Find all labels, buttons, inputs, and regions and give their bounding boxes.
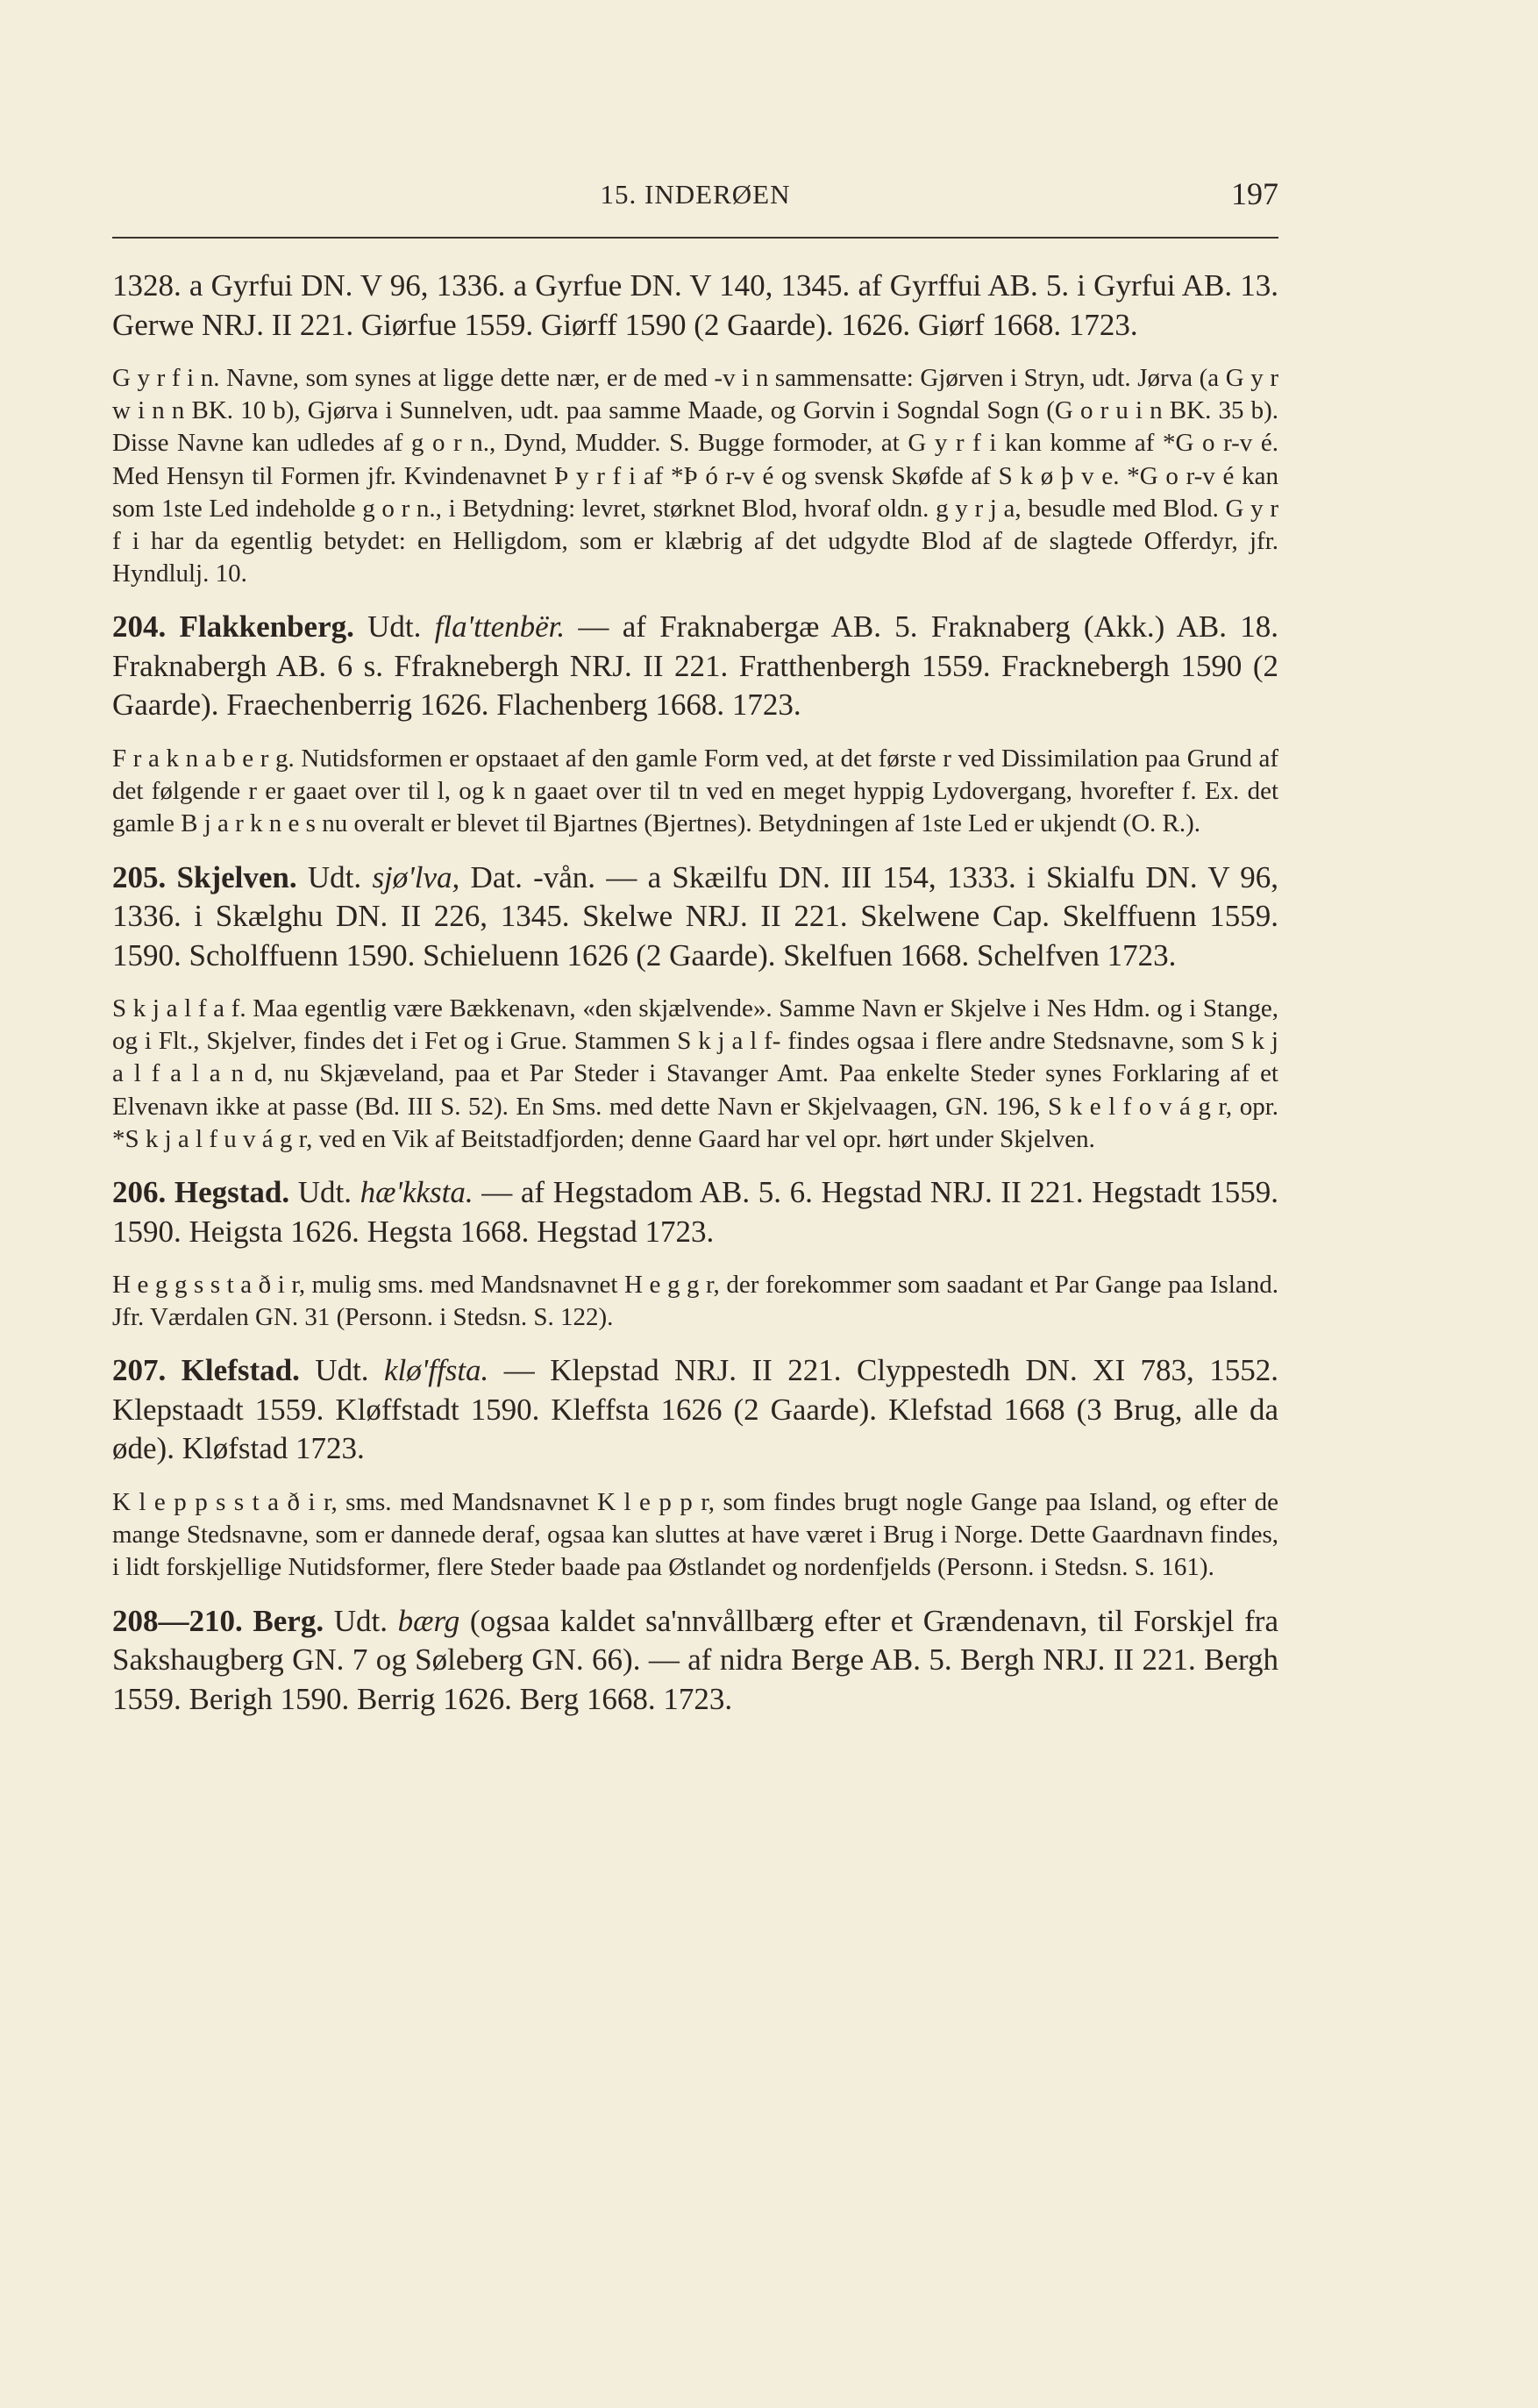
entry-head: 206. Hegstad. (112, 1175, 290, 1210)
entry-head: 204. Flakkenberg. (112, 609, 354, 645)
entry-206-note: H e g g s s t a ð i r, mulig sms. med Mandsnavnet H e g g r, der forekommer som saadant et Par Gange paa Island. Jfr. Værdalen GN. 31 (Personn. i Stedsn. S. 122). (112, 1271, 1278, 1332)
entry-207-note: K l e p p s s t a ð i r, sms. med Mandsnavnet K l e p p r, som findes brugt nogle Gange paa Island, og efter de mange Stedsnavne, som er dannede deraf, ogsaa kan sluttes at have været i Brug i Norge. Dette Gaardnavn findes, i lidt forskjellige Nutidsformer, flere Steder baade paa Østlandet og nordenfjelds (Personn. i Stedsn. S. 161). (112, 1487, 1278, 1582)
entry-head: 205. Skjelven. (112, 859, 297, 894)
entry-208-210: 208—210. Berg. Udt. bærg (ogsaa kaldet sa'nnvållbærg efter et Grændenavn, til Forskjel fra Sakshaugberg GN. 7 og Søleberg GN. 66). — af nidra Berge AB. 5. Bergh NRJ. II 221. Bergh 1559. Berigh 1590. Berrig 1626. Berg 1668. 1723. (112, 1603, 1278, 1716)
document-page (112, 175, 1278, 1719)
entry-205-note: S k j a l f a f. Maa egentlig være Bækkenavn, «den skjælvende». Samme Navn er Skjelve i Nes Hdm. og i Stange, og i Flt., Skjelver, findes det i Fet og i Grue. Stammen S k j a l f- findes ogsaa i flere andre Stedsnavne, som S k j a l f a l a n d, nu Skjæveland, paa et Par Steder i Stavanger Amt. Paa enkelte Steder synes Forklaring af et Elvenavn ikke at passe (Bd. III S. 52). En Sms. med dette Navn er Skjelvaagen, GN. 196, S k e l f o v á g r, opr. *S k j a l f u v á g r, ved en Vik af Beitstadfjorden; denne Gaard har vel opr. hørt under Skjelven. (112, 994, 1278, 1153)
chapter-title: 15. INDERØEN (600, 179, 791, 210)
page-number: 197 (1231, 176, 1278, 211)
paragraph-2: G y r f i n. Navne, som synes at ligge dette nær, er de med -v i n sammensatte: Gjørven i Stryn, udt. Jørva (a G y r w i n n BK. 10 b), Gjørva i Sunnelven, udt. paa samme Maade, og Gorvin i Sogndal Sogn (G o r u i n BK. 35 b). Disse Navne kan udledes af g o r n., Dynd, Mudder. S. Bugge formoder, at G y r f i kan komme af *G o r-v é. Med Hensyn til Formen jfr. Kvindenavnet Þ y r f i af *Þ ó r-v é og svensk Skøfde af S k ø þ v e. *G o r-v é kan som 1ste Led indeholde g o r n., i Betydning: levret, størknet Blod, hvoraf oldn. g y r j a, besudle med Blod. G y r f i har da egentlig betydet: en Helligdom, som er klæbrig af det udgydte Blod af de slagtede Offerdyr, jfr. Hyndlulj. 10. (112, 364, 1278, 588)
page-header (112, 175, 1278, 219)
entry-head: 207. Klefstad. (112, 1353, 300, 1388)
entry-204: 204. Flakkenberg. Udt. fla'ttenbër. — af Fraknabergæ AB. 5. Fraknaberg (Akk.) AB. 18. Fraknabergh AB. 6 s. Ffraknebergh NRJ. II 221. Fratthenbergh 1559. Fracknebergh 1590 (2 Gaarde). Fraechenberrig 1626. Flachenberg 1668. 1723. (112, 609, 1278, 723)
entry-head: 208—210. Berg. (112, 1603, 324, 1638)
paragraph-1: 1328. a Gyrfui DN. V 96, 1336. a Gyrfue DN. V 140, 1345. af Gyrffui AB. 5. i Gyrfui AB. 13. Gerwe NRJ. II 221. Giørfue 1559. Giørff 1590 (2 Gaarde). 1626. Giørf 1668. 1723. (112, 268, 1278, 342)
entry-205: 205. Skjelven. Udt. sjø'lva, Dat. -vån. — a Skæilfu DN. III 154, 1333. i Skialfu DN. V 96, 1336. i Skælghu DN. II 226, 1345. Skelwe NRJ. II 221. Skelwene Cap. Skelffuenn 1559. 1590. Scholffuenn 1590. Schieluenn 1626 (2 Gaarde). Skelfuen 1668. Schelfven 1723. (112, 859, 1278, 972)
entry-204-note: F r a k n a b e r g. Nutidsformen er opstaaet af den gamle Form ved, at det første r ved Dissimilation paa Grund af det følgende r er gaaet over til l, og k n gaaet over til tn ved en meget hyppig Lydovergang, hvorefter f. Ex. det gamle B j a r k n e s nu overalt er blevet til Bjartnes (Bjertnes). Betydningen af 1ste Led er ukjendt (O. R.). (112, 744, 1278, 838)
header-rule (112, 237, 1278, 239)
entry-207: 207. Klefstad. Udt. klø'ffsta. — Klepstad NRJ. II 221. Clyppestedh DN. XI 783, 1552. Klepstaadt 1559. Kløffstadt 1590. Kleffsta 1626 (2 Gaarde). Klefstad 1668 (3 Brug, alle da øde). Kløfstad 1723. (112, 1353, 1278, 1466)
entry-206: 206. Hegstad. Udt. hæ'kksta. — af Hegstadom AB. 5. 6. Hegstad NRJ. II 221. Hegstadt 1559. 1590. Heigsta 1626. Hegsta 1668. Hegstad 1723. (112, 1175, 1279, 1249)
